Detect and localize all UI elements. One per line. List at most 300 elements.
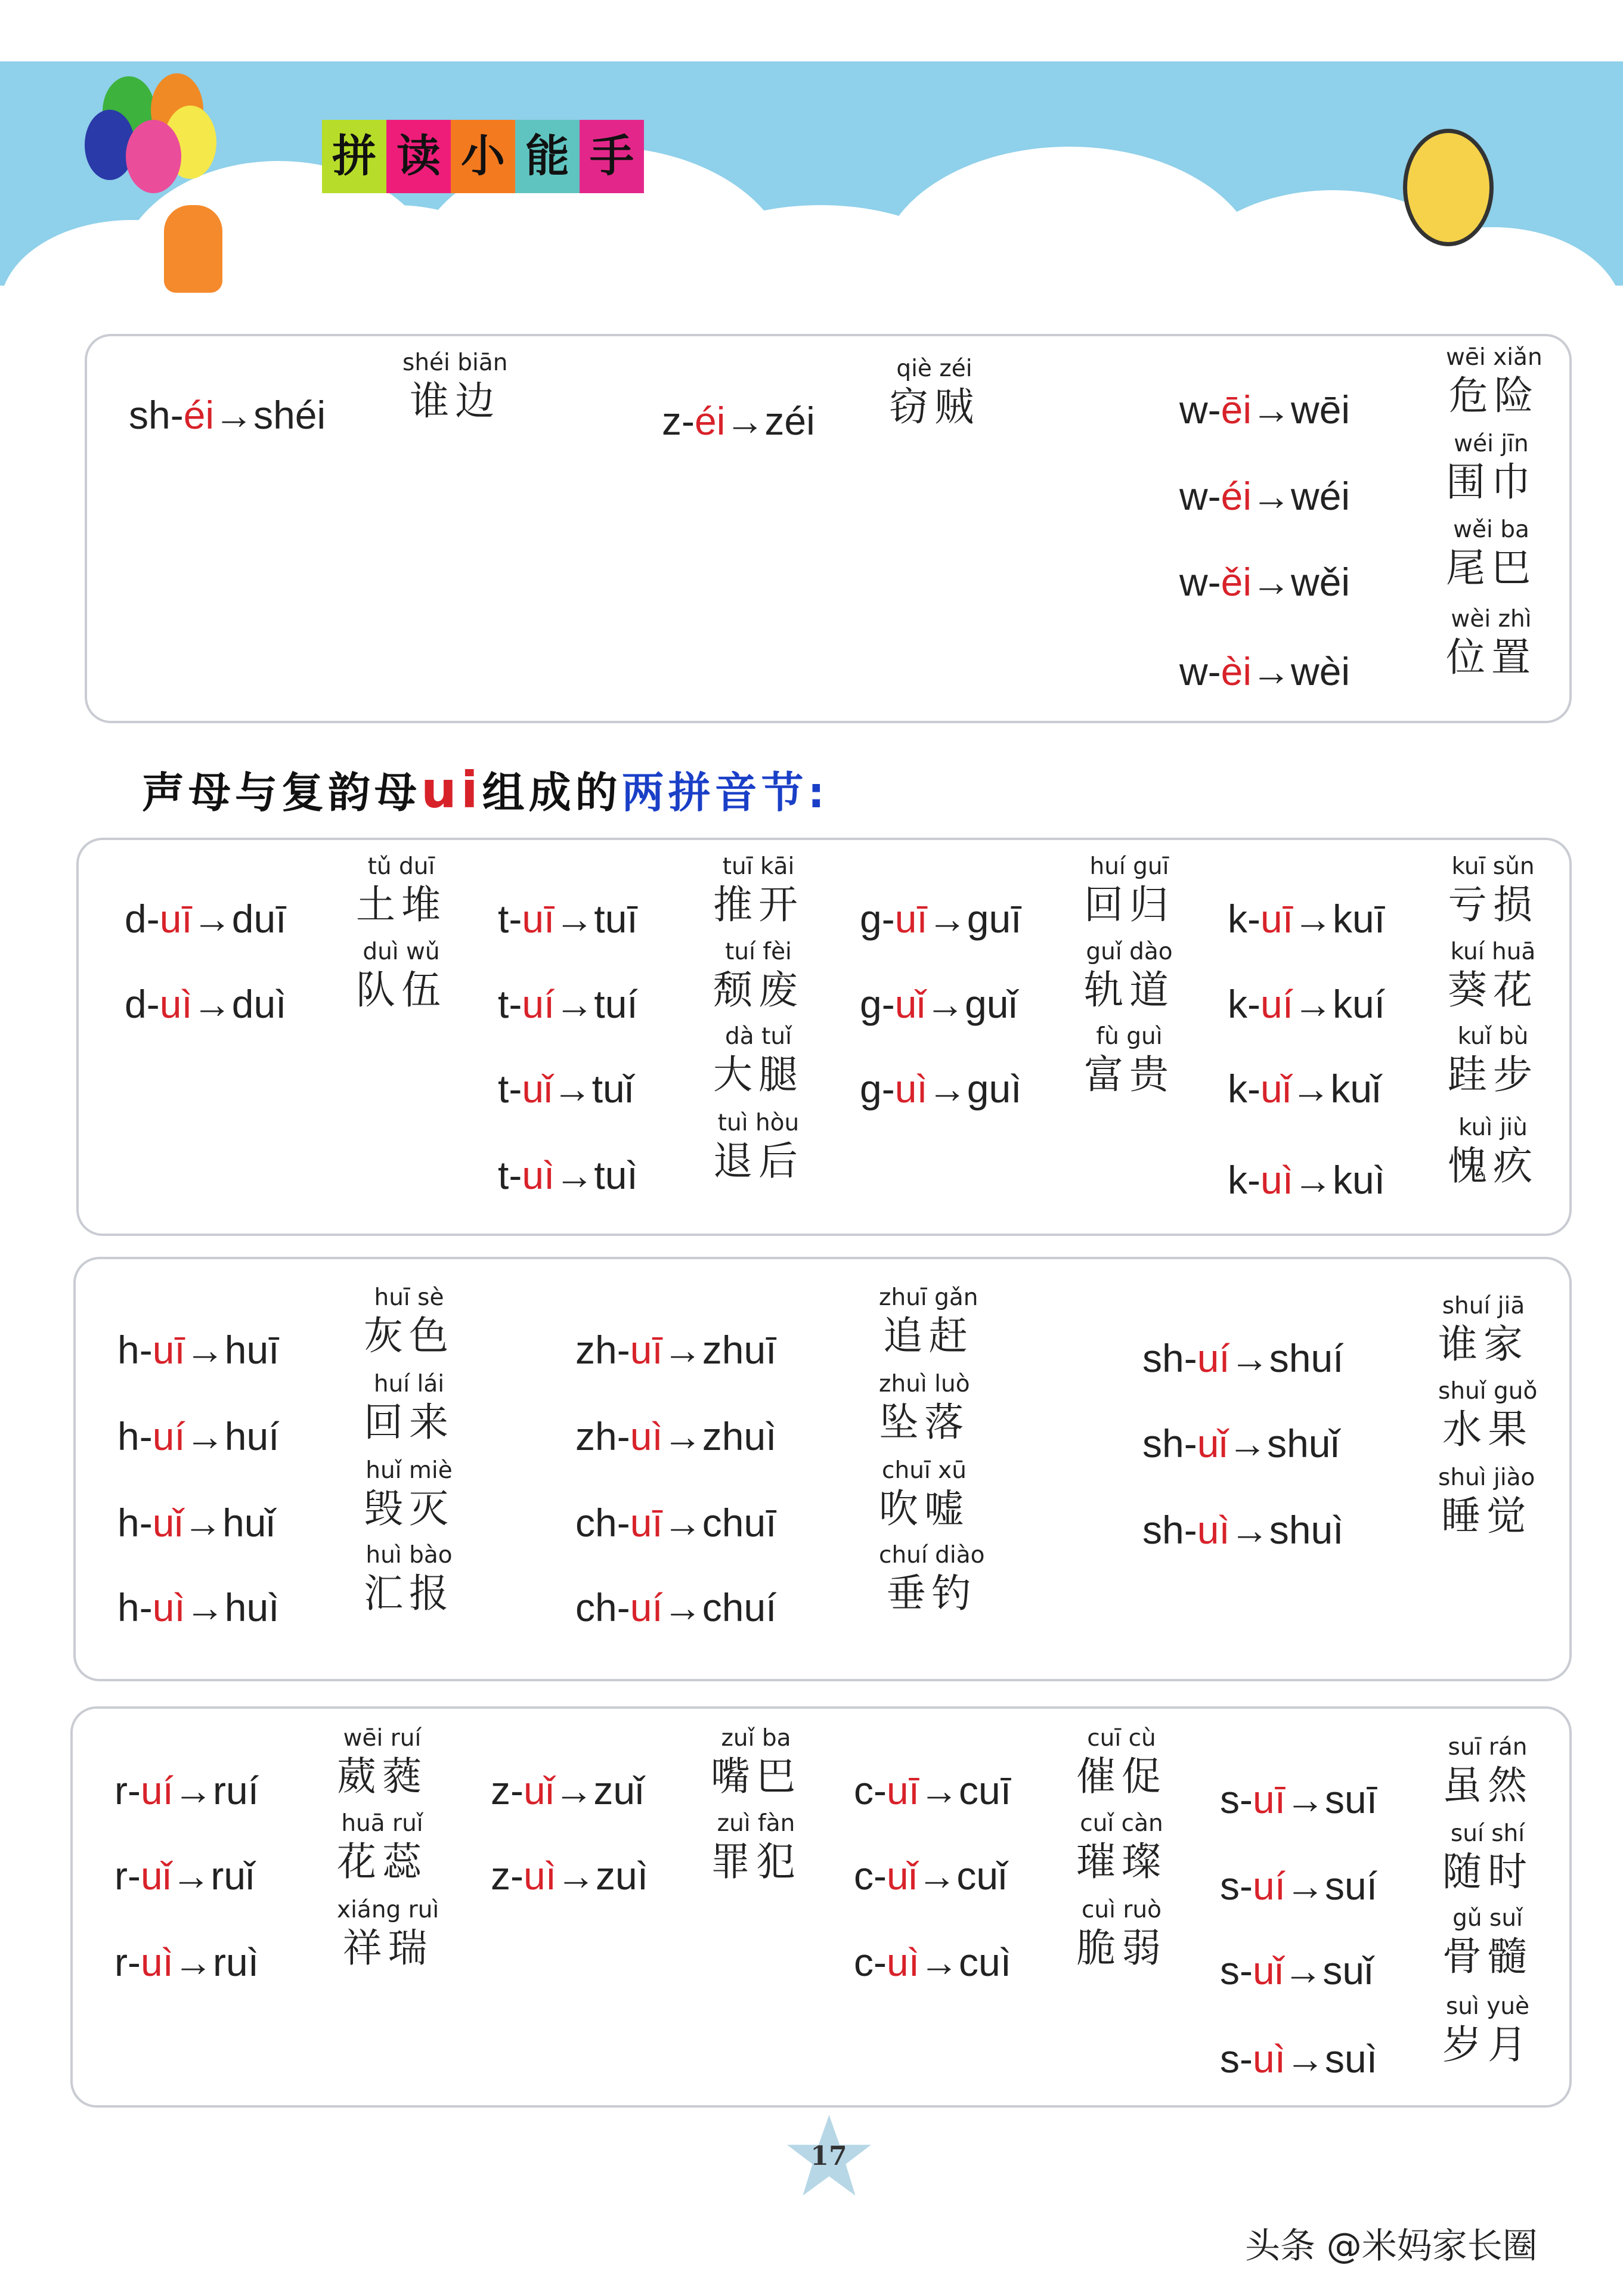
syllable-spelling (117, 1414, 279, 1458)
word-hanzi: 催促 (1076, 1753, 1167, 1799)
heading-highlight: 两拼音节: (621, 768, 829, 817)
word-pinyin: suī rán (1448, 1734, 1528, 1761)
word-pinyin: wēi ruí (343, 1725, 422, 1752)
example-word (1438, 1291, 1529, 1368)
final: uǐ (1197, 1421, 1228, 1465)
word-hanzi: 璀璨 (1076, 1839, 1167, 1885)
final: uǐ (522, 1067, 553, 1111)
title-banner (322, 120, 644, 193)
example-word (879, 1456, 970, 1532)
example-word (713, 852, 804, 928)
final: uì (152, 1585, 185, 1629)
syllable-spelling (1179, 388, 1350, 432)
final: uí (152, 1414, 185, 1458)
final: uī (1252, 1777, 1286, 1821)
word-pinyin: shuǐ guǒ (1438, 1378, 1538, 1405)
syllable-spelling (1220, 1777, 1377, 1821)
initial: t- (498, 897, 522, 941)
initial: k- (1228, 1067, 1260, 1111)
result: →wēi (1252, 388, 1351, 432)
initial: r- (114, 1940, 141, 1984)
final: uī (522, 897, 555, 941)
initial: g- (860, 982, 895, 1026)
word-hanzi: 窃贼 (889, 384, 980, 430)
initial: h- (117, 1328, 153, 1372)
syllable-entry (498, 1110, 804, 1198)
result: →ruì (174, 1940, 259, 1984)
initial: r- (114, 1768, 141, 1812)
example-word (1448, 1022, 1538, 1098)
final: uī (1260, 897, 1294, 941)
word-pinyin: wéi jīn (1454, 430, 1529, 457)
result: →huǐ (183, 1501, 275, 1545)
syllable-spelling (498, 982, 638, 1026)
syllable-entry (1228, 853, 1538, 941)
example-word (1084, 852, 1175, 928)
result: →suǐ (1283, 1948, 1373, 1993)
initial: sh- (1142, 1508, 1197, 1552)
result: →cuī (919, 1768, 1012, 1812)
word-pinyin: shuì jiào (1438, 1464, 1535, 1491)
word-hanzi: 葵花 (1448, 967, 1538, 1013)
word-pinyin: duì wǔ (363, 938, 440, 965)
syllable-entry (1179, 606, 1537, 694)
final: uǐ (152, 1501, 184, 1545)
final: uǐ (886, 1854, 918, 1898)
word-pinyin: tuī kāi (722, 853, 795, 880)
word-hanzi: 土堆 (356, 882, 447, 928)
final: ěi (1221, 560, 1252, 604)
result: →zuì (556, 1854, 649, 1898)
initial: c- (854, 1854, 887, 1898)
initial: d- (125, 982, 160, 1026)
final: èi (1221, 649, 1252, 693)
initial: k- (1228, 982, 1260, 1026)
final: uī (159, 897, 193, 941)
syllable-spelling (491, 1854, 648, 1898)
word-hanzi: 葳蕤 (337, 1753, 428, 1799)
syllable-spelling (860, 897, 1021, 941)
word-pinyin: tuí fèi (725, 938, 792, 965)
result: →tuí (555, 982, 638, 1026)
result: →ruǐ (171, 1854, 255, 1898)
word-hanzi: 跬步 (1448, 1052, 1538, 1098)
syllable-spelling (117, 1328, 279, 1372)
final: uì (630, 1414, 663, 1458)
syllable-spelling (1228, 982, 1385, 1026)
example-word (1448, 937, 1538, 1014)
syllable-entry (854, 1725, 1167, 1813)
initial: sh- (1142, 1421, 1197, 1465)
initial: g- (860, 897, 895, 941)
word-hanzi: 岁月 (1442, 2022, 1533, 2068)
result: →kuí (1293, 982, 1386, 1026)
final: uǐ (140, 1854, 172, 1898)
final: uì (1260, 1158, 1294, 1202)
example-word (713, 937, 804, 1014)
syllable-spelling (114, 1854, 255, 1898)
syllable-spelling (1179, 560, 1350, 604)
example-word (356, 852, 447, 928)
banner-char: 拼 (322, 120, 386, 193)
example-word (1076, 1724, 1167, 1800)
word-pinyin: huī sè (374, 1284, 444, 1311)
final: éi (1221, 474, 1252, 518)
word-pinyin: qiè zéi (896, 355, 972, 382)
banner-char: 手 (580, 120, 644, 193)
final: uī (886, 1768, 920, 1812)
syllable-spelling (498, 1153, 638, 1197)
syllable-entry (860, 1023, 1175, 1111)
word-hanzi: 回归 (1084, 882, 1175, 928)
word-hanzi: 嘴巴 (711, 1753, 801, 1799)
example-word (364, 1541, 454, 1617)
syllable-spelling (498, 1067, 633, 1111)
syllable-entry (1179, 344, 1543, 432)
syllable-entry (117, 1542, 454, 1630)
syllable-entry (1142, 1464, 1535, 1553)
result: →cuǐ (917, 1854, 1007, 1898)
word-hanzi: 追赶 (883, 1313, 974, 1359)
initial: ch- (575, 1501, 630, 1545)
word-hanzi: 毁灭 (364, 1486, 454, 1532)
example-word (364, 1456, 454, 1532)
syllable-entry (1179, 516, 1537, 605)
initial: h- (117, 1585, 153, 1629)
example-word (1442, 1904, 1533, 1980)
final: uí (140, 1768, 174, 1812)
final: uì (886, 1940, 920, 1984)
word-pinyin: dà tuǐ (725, 1023, 792, 1050)
result: →huī (185, 1328, 280, 1372)
result: →guǐ (925, 982, 1018, 1026)
syllable-entry (1220, 1993, 1533, 2081)
syllable-entry (114, 1810, 428, 1898)
word-pinyin: kuī sǔn (1451, 853, 1535, 880)
word-pinyin: suì yuè (1445, 1993, 1530, 2020)
result: →chuī (662, 1501, 777, 1545)
word-hanzi: 退后 (713, 1138, 804, 1184)
syllable-entry (854, 1810, 1167, 1898)
example-word (1084, 937, 1175, 1014)
final: ēi (1221, 388, 1252, 432)
result: →huí (185, 1414, 280, 1458)
syllable-entry (1142, 1293, 1529, 1381)
example-word (889, 354, 980, 430)
initial: z- (491, 1854, 524, 1898)
final: uì (522, 1153, 555, 1197)
example-word (879, 1283, 978, 1359)
example-word (1446, 429, 1537, 506)
syllable-entry (1228, 1114, 1538, 1203)
word-pinyin: huā ruǐ (341, 1810, 423, 1837)
heading-text: 组成的 (482, 768, 622, 817)
example-word (1442, 1819, 1533, 1895)
final: uǐ (1252, 1948, 1284, 1993)
syllable-entry (114, 1897, 439, 1985)
syllable-entry (1228, 1023, 1538, 1111)
banner-char: 能 (515, 120, 580, 193)
syllable-entry (117, 1371, 454, 1459)
word-hanzi: 危险 (1448, 373, 1540, 419)
syllable-spelling (498, 897, 638, 941)
syllable-entry (498, 853, 804, 941)
syllable-spelling (1228, 897, 1385, 941)
initial: sh- (1142, 1336, 1197, 1380)
syllable-entry (662, 355, 980, 444)
final: uì (894, 1067, 928, 1111)
banner-char: 读 (386, 120, 451, 193)
example-word (1084, 1022, 1175, 1098)
result: →suí (1286, 1864, 1378, 1908)
initial: c- (854, 1768, 887, 1812)
result: →kuì (1293, 1158, 1386, 1202)
example-word (364, 1369, 454, 1446)
syllable-entry (860, 938, 1175, 1027)
example-word (402, 348, 507, 425)
balloon-icon (126, 120, 181, 193)
word-pinyin: xiáng ruì (337, 1897, 439, 1923)
syllable-entry (491, 1725, 801, 1813)
word-pinyin: shéi biān (402, 349, 508, 376)
result: →shéi (214, 393, 326, 437)
word-pinyin: shuí jiā (1442, 1293, 1525, 1319)
result: →zéi (725, 399, 815, 443)
final: uì (523, 1854, 557, 1898)
syllable-spelling (117, 1501, 275, 1545)
word-pinyin: kuí huā (1450, 938, 1536, 965)
word-hanzi: 颓废 (713, 967, 804, 1013)
initial: h- (117, 1501, 153, 1545)
initial: s- (1220, 1777, 1253, 1821)
syllable-entry (1179, 430, 1537, 519)
example-word (713, 1022, 804, 1098)
word-hanzi: 骨髓 (1442, 1934, 1533, 1979)
initial: t- (498, 982, 522, 1026)
word-hanzi: 脆弱 (1076, 1925, 1167, 1971)
syllable-entry (1220, 1734, 1533, 1822)
syllable-spelling (129, 393, 326, 437)
syllable-entry (854, 1897, 1167, 1985)
result: →tuì (555, 1153, 638, 1197)
result: →guì (927, 1067, 1022, 1111)
result: →zhuì (662, 1414, 777, 1458)
word-pinyin: suí shí (1450, 1820, 1525, 1847)
word-pinyin: wěi ba (1453, 516, 1529, 543)
result: →suì (1286, 2037, 1378, 2081)
initial: s- (1220, 2037, 1253, 2081)
final: uì (159, 982, 193, 1026)
initial: s- (1220, 1864, 1253, 1908)
final: uǐ (523, 1768, 555, 1812)
syllable-entry (498, 938, 804, 1027)
banner-char: 小 (451, 120, 515, 193)
syllable-spelling (575, 1414, 776, 1458)
final: uǐ (1260, 1067, 1291, 1111)
syllable-entry (125, 853, 447, 941)
word-hanzi: 大腿 (713, 1052, 804, 1098)
syllable-spelling (854, 1854, 1007, 1898)
example-word (1448, 852, 1538, 928)
result: →zuǐ (554, 1768, 644, 1812)
final: uí (1260, 982, 1294, 1026)
syllable-spelling (114, 1940, 259, 1984)
word-hanzi: 睡觉 (1441, 1493, 1532, 1539)
final: éi (183, 393, 215, 437)
syllable-spelling (1142, 1421, 1339, 1465)
initial: zh- (575, 1328, 630, 1372)
example-word (1438, 1463, 1535, 1539)
word-pinyin: huí lái (373, 1371, 445, 1398)
word-hanzi: 推开 (713, 882, 804, 928)
syllable-spelling (114, 1768, 259, 1812)
word-pinyin: zhuī gǎn (879, 1284, 978, 1311)
syllable-spelling (662, 399, 815, 443)
syllable-entry (117, 1284, 454, 1372)
word-pinyin: tuì hòu (717, 1110, 800, 1136)
heading-ui: ui (421, 761, 482, 819)
word-pinyin: wēi xiǎn (1446, 344, 1543, 371)
syllable-spelling (1220, 2037, 1377, 2081)
word-hanzi: 随时 (1442, 1849, 1533, 1895)
initial: h- (117, 1414, 153, 1458)
word-pinyin: cuì ruò (1081, 1897, 1162, 1923)
word-hanzi: 富贵 (1084, 1052, 1175, 1098)
final: éi (694, 399, 726, 443)
example-word (879, 1541, 984, 1617)
example-word (713, 1108, 804, 1185)
final: uī (152, 1328, 185, 1372)
word-pinyin: huǐ miè (366, 1457, 453, 1484)
example-word (711, 1724, 801, 1800)
word-hanzi: 罪犯 (711, 1839, 801, 1885)
result: →wěi (1252, 560, 1351, 604)
word-hanzi: 虽然 (1442, 1762, 1533, 1808)
word-pinyin: cuǐ càn (1080, 1810, 1163, 1837)
word-pinyin: zuì fàn (717, 1810, 795, 1837)
syllable-spelling (1220, 1864, 1377, 1908)
heading-text: 声母与复韵母 (142, 768, 422, 817)
syllable-entry (117, 1457, 454, 1545)
syllable-entry (1142, 1378, 1538, 1466)
result: →wéi (1252, 474, 1351, 518)
word-hanzi: 围巾 (1446, 459, 1537, 505)
initial: w- (1179, 388, 1221, 432)
word-pinyin: fù guì (1096, 1023, 1163, 1050)
result: →zhuī (662, 1328, 777, 1372)
result: →tuī (555, 897, 638, 941)
initial: r- (114, 1854, 141, 1898)
final: uǐ (894, 982, 926, 1026)
word-hanzi: 队伍 (356, 967, 447, 1013)
final: uī (630, 1328, 663, 1372)
final: uī (630, 1501, 663, 1545)
syllable-spelling (854, 1940, 1011, 1984)
result: →wèi (1252, 649, 1351, 693)
word-hanzi: 花蕊 (337, 1839, 428, 1885)
page-number: 17 (810, 2140, 847, 2171)
initial: ch- (575, 1585, 630, 1629)
word-pinyin: gǔ suǐ (1452, 1905, 1523, 1932)
word-pinyin: chuí diào (879, 1542, 985, 1569)
word-hanzi: 尾巴 (1446, 545, 1537, 591)
final: uí (1197, 1336, 1230, 1380)
word-pinyin: zhuì luò (879, 1371, 970, 1398)
word-hanzi: 坠落 (879, 1399, 970, 1445)
word-pinyin: tǔ duī (367, 853, 435, 880)
example-word (879, 1369, 970, 1446)
result: →shuì (1229, 1508, 1344, 1552)
initial: w- (1179, 474, 1221, 518)
result: →guī (927, 897, 1022, 941)
result: →kuī (1293, 897, 1386, 941)
syllable-spelling (1142, 1336, 1343, 1380)
final: uì (1252, 2037, 1286, 2081)
syllable-spelling (125, 897, 286, 941)
word-hanzi: 水果 (1442, 1406, 1534, 1452)
word-hanzi: 汇报 (364, 1570, 454, 1616)
girl-illustration (164, 205, 222, 293)
initial: k- (1228, 1158, 1260, 1202)
initial: zh- (575, 1414, 630, 1458)
syllable-spelling (1179, 649, 1350, 693)
word-hanzi: 位置 (1446, 634, 1537, 680)
example-word (1438, 1377, 1537, 1453)
example-word (1442, 1733, 1533, 1809)
syllable-spelling (1220, 1948, 1373, 1993)
syllable-spelling (491, 1768, 644, 1812)
syllable-spelling (1179, 474, 1350, 518)
word-pinyin: kuǐ bù (1457, 1023, 1529, 1050)
word-hanzi: 吹嘘 (879, 1486, 970, 1532)
syllable-entry (498, 1023, 804, 1111)
initial: z- (662, 399, 695, 443)
word-hanzi: 轨道 (1084, 967, 1175, 1013)
final: uī (894, 897, 928, 941)
word-hanzi: 祥瑞 (342, 1925, 433, 1971)
syllable-entry (129, 349, 508, 438)
final: uí (522, 982, 555, 1026)
syllable-entry (575, 1457, 970, 1545)
example-word (711, 1809, 801, 1885)
result: →duì (192, 982, 287, 1026)
syllable-entry (575, 1371, 970, 1459)
initial: sh- (129, 393, 184, 437)
result: →huì (185, 1585, 280, 1629)
initial: t- (498, 1153, 522, 1197)
syllable-entry (491, 1810, 801, 1898)
syllable-spelling (1142, 1508, 1343, 1552)
initial: s- (1220, 1948, 1253, 1993)
group-box-h-zh-ch-sh (73, 1257, 1572, 1681)
initial: d- (125, 897, 160, 941)
result: →chuí (662, 1585, 777, 1629)
sun-icon (1403, 129, 1494, 246)
word-pinyin: huí guī (1089, 853, 1169, 880)
word-pinyin: zuǐ ba (721, 1725, 791, 1752)
example-word (364, 1283, 454, 1359)
example-word (1442, 1992, 1533, 2068)
word-pinyin: cuī cù (1087, 1725, 1156, 1752)
syllable-spelling (575, 1328, 776, 1372)
result: →shuí (1229, 1336, 1344, 1380)
example-word (1448, 1113, 1538, 1189)
initial: w- (1179, 560, 1221, 604)
example-word (337, 1895, 439, 1972)
example-word (1076, 1809, 1167, 1885)
example-word (337, 1724, 428, 1800)
syllable-spelling (860, 982, 1017, 1026)
